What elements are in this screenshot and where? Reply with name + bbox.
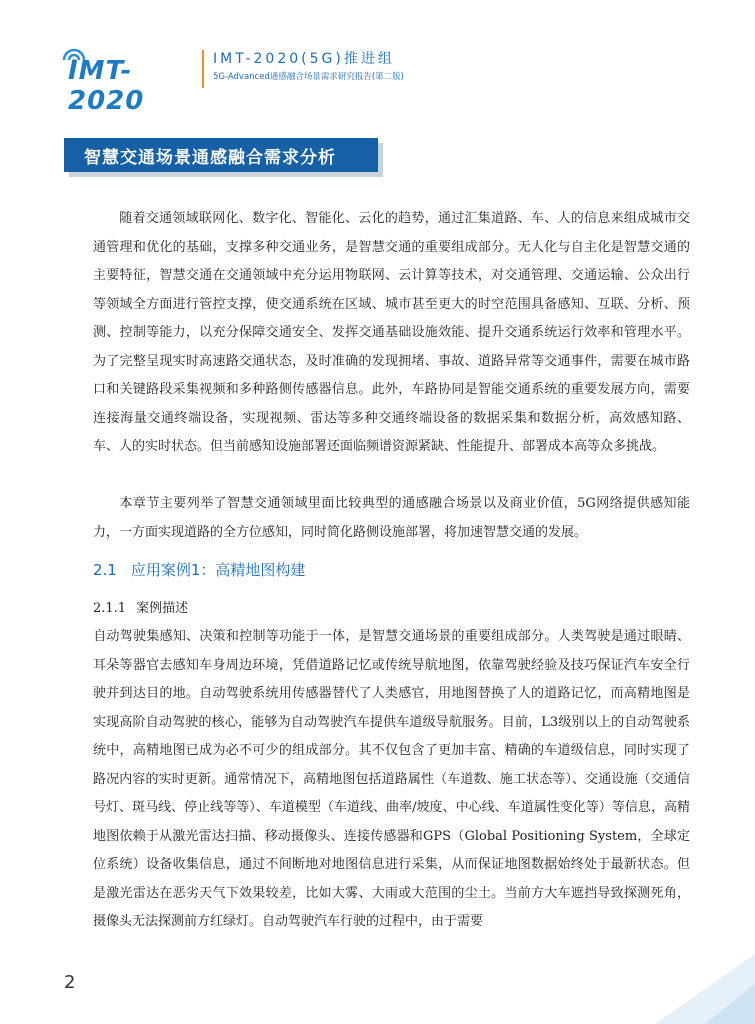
subsubsection-heading <box>93 597 188 616</box>
header-subtitle: 5G-Advanced通感融合场景需求研究报告(第二版) <box>213 72 404 82</box>
subsection-title: 应用案例1：高精地图构建 <box>130 561 306 579</box>
page-number: 2 <box>64 972 76 993</box>
subsection-heading <box>93 559 305 580</box>
intro-paragraph-2-text: 本章节主要列举了智慧交通领域里面比较典型的通感融合场景以及商业价值，5G网络提供感知能力，一方面实现道路的全方位感知，同时简化路侧设施部署，将加速智慧交通的发展。 <box>93 496 690 540</box>
section-title: 智慧交通场景通感融合需求分析 <box>84 148 336 168</box>
subsection-number: 2.1 <box>93 561 117 579</box>
imt2020-logo <box>60 40 200 116</box>
subsubsection-title: 案例描述 <box>136 601 189 616</box>
logo-text: IMT-2020 <box>68 56 145 116</box>
section-banner <box>64 138 378 172</box>
page-header <box>60 40 720 116</box>
subsubsection-number: 2.1.1 <box>93 601 127 616</box>
intro-paragraph-1 <box>93 205 690 462</box>
case-paragraph-text: 自动驾驶集感知、决策和控制等功能于一体，是智慧交通场景的重要组成部分。人类驾驶是通过眼睛、耳朵等器官去感知车身周边环境，凭借道路记忆或传统导航地图，依靠驾驶经验及技巧保证汽车安全行驶并到达目的地。自动驾驶系统用传感器替代了人类感官，用地图替换了人的道路记忆，而高精地图是实现高阶自动驾驶的核心，能够为自动驾驶汽车提供车道级导航服务。目前，L3级别以上的自动驾驶系统中，高精地图已成为必不可少的组成部分。其不仅包含了更加丰富、精确的车道级信息，同时实现了路况内容的实时更新。通常情况下，高精地图包括道路属性（车道数、施工状态等）、交通设施（交通信号灯、斑马线、停止线等等）、车道模型（车道线、曲率/坡度、中心线、车道属性变化等）等信息，高精地图依赖于从激光雷达扫描、移动摄像头、连接传感器和GPS（Global Positioning System，全球定位系统）设备收集信息，通过不间断地对地图信息进行采集，从而保证地图数据始终处于最新状态。但是激光雷达在恶劣天气下效果较差，比如大雾、大雨或大范围的尘土。当前方大车遮挡导致探测死角，摄像头无法探测前方红绿灯。自动驾驶汽车行驶的过程中，由于需要 <box>93 629 690 929</box>
intro-paragraph-1-text: 随着交通领域联网化、数字化、智能化、云化的趋势，通过汇集道路、车、人的信息来组成城市交通管理和优化的基础，支撑多种交通业务，是智慧交通的重要组成部分。无人化与自主化是智慧交通的主要特征，智慧交通在交通领域中充分运用物联网、云计算等技术，对交通管理、交通运输、公众出行等领域全方面进行管控支撑，使交通系统在区域、城市甚至更大的时空范围具备感知、互联、分析、预测、控制等能力，以充分保障交通安全、发挥交通基础设施效能、提升交通系统运行效率和管理水平。为了完整呈现实时高速路交通状态，及时准确的发现拥堵、事故、道路异常等交通事件，需要在城市路口和关键路段采集视频和多种路侧传感器信息。此外，车路协同是智能交通系统的重要发展方向，需要连接海量交通终端设备，实现视频、雷达等多种交通终端设备的数据采集和数据分析，高效感知路、车、人的实时状态。但当前感知设施部署还面临频谱资源紧缺、性能提升、部署成本高等众多挑战。 <box>93 211 690 454</box>
case-paragraph <box>93 623 690 937</box>
header-divider <box>202 50 204 88</box>
header-title: IMT-2020(5G)推进组 <box>213 51 395 67</box>
intro-paragraph-2 <box>93 490 690 547</box>
corner-decoration <box>615 914 755 1024</box>
